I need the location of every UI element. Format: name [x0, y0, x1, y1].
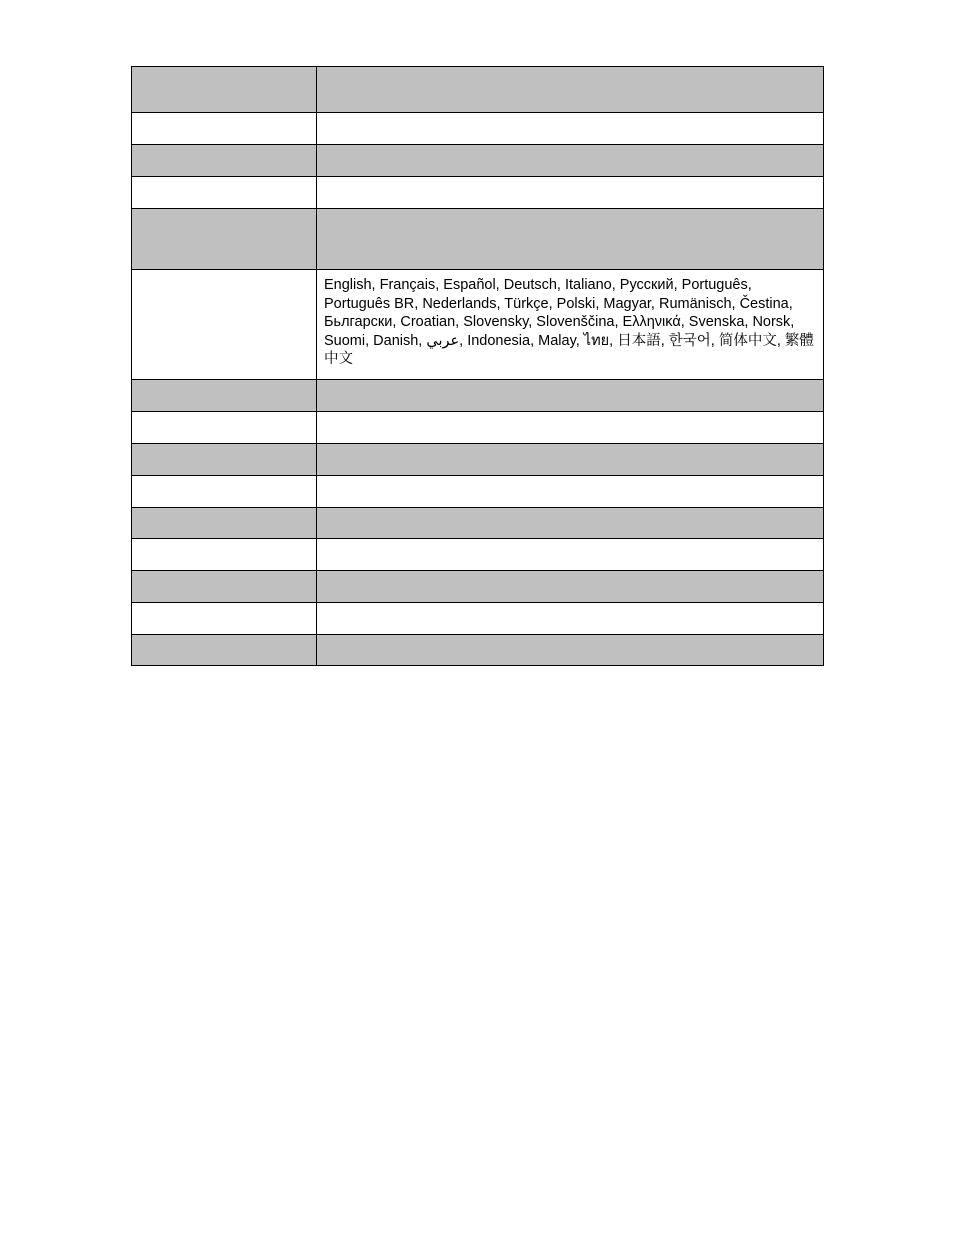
row-label: [139, 476, 309, 482]
row-label-cell: [132, 476, 317, 508]
row-label: [139, 113, 309, 119]
row-value-cell: [317, 145, 824, 177]
row-label: [139, 603, 309, 609]
row-label: [139, 67, 309, 73]
table-row: [132, 145, 824, 177]
row-label-cell: [132, 177, 317, 209]
row-value: [324, 444, 816, 450]
row-value-cell: [317, 539, 824, 571]
row-value-cell: [317, 177, 824, 209]
row-label-cell: [132, 603, 317, 635]
row-value: [324, 209, 816, 215]
row-label: [139, 571, 309, 577]
row-value: [324, 508, 816, 514]
row-value-cell: [317, 113, 824, 145]
row-value-cell: [317, 444, 824, 476]
row-value-cell: [317, 380, 824, 412]
row-label: [139, 444, 309, 450]
row-value-cell: [317, 508, 824, 539]
spec-table: [131, 66, 824, 666]
row-label-cell: [132, 113, 317, 145]
row-label-cell: [132, 508, 317, 539]
row-label-cell: [132, 380, 317, 412]
table-row: [132, 444, 824, 476]
row-value: [324, 145, 816, 151]
row-value-cell: [317, 209, 824, 270]
row-label: [139, 508, 309, 514]
table-row: [132, 508, 824, 539]
row-value: [324, 67, 816, 73]
row-value-cell: [317, 635, 824, 666]
table-row: [132, 113, 824, 145]
table-row: [132, 476, 824, 508]
row-label: [139, 145, 309, 151]
table-row: [132, 209, 824, 270]
table-row: [132, 270, 824, 380]
languages-list: English, Français, Español, Deutsch, Italiano, Русский, Português, Português BR, Nederlands, Türkçe, Polski, Magyar, Rumänisch, Čestina, Бьлгарски, Croatian, Slovensky, Slovenščina, Ελληνικά, Svenska, Norsk, Suomi, Danish, عربي, Indonesia, Malay, ไทย, 日本語, 한국어, 简体中文, 繁體中文: [324, 277, 814, 368]
row-label: [139, 635, 309, 641]
row-value: [324, 177, 816, 183]
row-label: [139, 177, 309, 183]
row-label: [139, 539, 309, 545]
row-label-cell: [132, 444, 317, 476]
row-label-cell: [132, 270, 317, 380]
row-label: [139, 380, 309, 386]
row-label: [139, 412, 309, 418]
row-label: [139, 270, 309, 276]
row-value-cell: [317, 67, 824, 113]
row-value-cell: [317, 270, 824, 380]
row-value-cell: [317, 476, 824, 508]
row-value-cell: [317, 571, 824, 603]
row-label-cell: [132, 145, 317, 177]
table-row: [132, 539, 824, 571]
row-label-cell: [132, 635, 317, 666]
row-value: [324, 539, 816, 545]
table-row: [132, 571, 824, 603]
row-value: [324, 635, 816, 641]
row-value: [324, 412, 816, 418]
table-row: [132, 412, 824, 444]
row-value-cell: [317, 412, 824, 444]
row-label-cell: [132, 209, 317, 270]
row-value: [324, 113, 816, 119]
table-row: [132, 380, 824, 412]
table-row: [132, 635, 824, 666]
row-value: [324, 380, 816, 386]
table-row: [132, 67, 824, 113]
row-label: [139, 209, 309, 215]
row-value-cell: [317, 603, 824, 635]
table-row: [132, 603, 824, 635]
row-value: [324, 571, 816, 577]
row-label-cell: [132, 67, 317, 113]
row-label-cell: [132, 539, 317, 571]
table-row: [132, 177, 824, 209]
row-value: [324, 603, 816, 609]
row-label-cell: [132, 412, 317, 444]
row-label-cell: [132, 571, 317, 603]
row-value: [324, 476, 816, 482]
